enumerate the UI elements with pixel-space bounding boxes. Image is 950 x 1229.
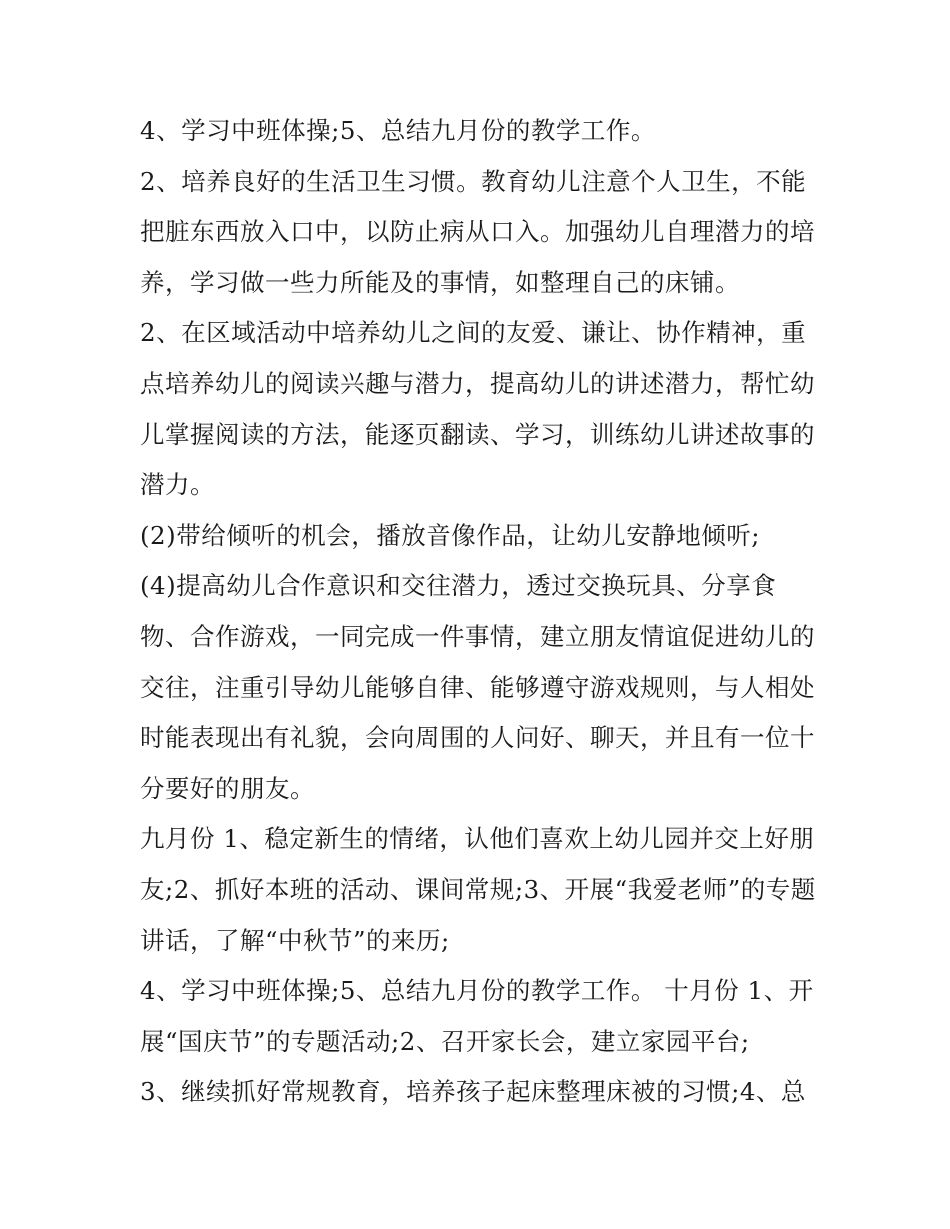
text-line: 点培养幼儿的阅读兴趣与潜力，提高幼儿的讲述潜力，帮忙幼 [140, 368, 815, 398]
paragraph-7 [140, 966, 820, 1067]
text-line: 把脏东西放入口中，以防止病从口入。加强幼儿自理潜力的培 [140, 217, 815, 247]
text-line: 展“国庆节”的专题活动;2、召开家长会，建立家园平台; [140, 1026, 750, 1056]
text-line: 九月份 1、稳定新生的情绪，认他们喜欢上幼儿园并交上好朋 [140, 824, 815, 854]
text-line: 时能表现出有礼貌，会向周围的人问好、聊天，并且有一位十 [140, 723, 815, 753]
text-line: (2)带给倾听的机会，播放音像作品，让幼儿安静地倾听; [140, 520, 760, 550]
paragraph-2 [140, 157, 820, 309]
text-line: 分要好的朋友。 [140, 773, 315, 803]
paragraph-1 [140, 106, 820, 157]
paragraph-3 [140, 308, 820, 510]
text-line: 交往，注重引导幼儿能够自律、能够遵守游戏规则，与人相处 [140, 672, 815, 702]
text-line: 4、学习中班体操;5、总结九月份的教学工作。 十月份 1、开 [140, 976, 814, 1006]
document-body [140, 106, 820, 1118]
paragraph-4 [140, 511, 820, 562]
text-line: 养，学习做一些力所能及的事情，如整理自己的床铺。 [140, 267, 740, 297]
text-line: 3、继续抓好常规教育，培养孩子起床整理床被的习惯;4、总 [140, 1077, 806, 1107]
paragraph-6 [140, 814, 820, 966]
paragraph-5 [140, 561, 820, 814]
text-line: 潜力。 [140, 470, 215, 500]
text-line: 物、合作游戏，一同完成一件事情，建立朋友情谊促进幼儿的 [140, 621, 815, 651]
text-line: 友;2、抓好本班的活动、课间常规;3、开展“我爱老师”的专题 [140, 874, 816, 904]
text-line: 4、学习中班体操;5、总结九月份的教学工作。 [140, 116, 656, 145]
text-line: 2、在区域活动中培养幼儿之间的友爱、谦让、协作精神，重 [140, 318, 807, 348]
text-line: 2、培养良好的生活卫生习惯。教育幼儿注意个人卫生，不能 [140, 166, 807, 196]
paragraph-8 [140, 1067, 820, 1118]
text-line: (4)提高幼儿合作意识和交往潜力，透过交换玩具、分享食 [140, 571, 777, 601]
text-line: 讲话，了解“中秋节”的来历; [140, 925, 450, 955]
text-line: 儿掌握阅读的方法，能逐页翻读、学习，训练幼儿讲述故事的 [140, 419, 815, 449]
